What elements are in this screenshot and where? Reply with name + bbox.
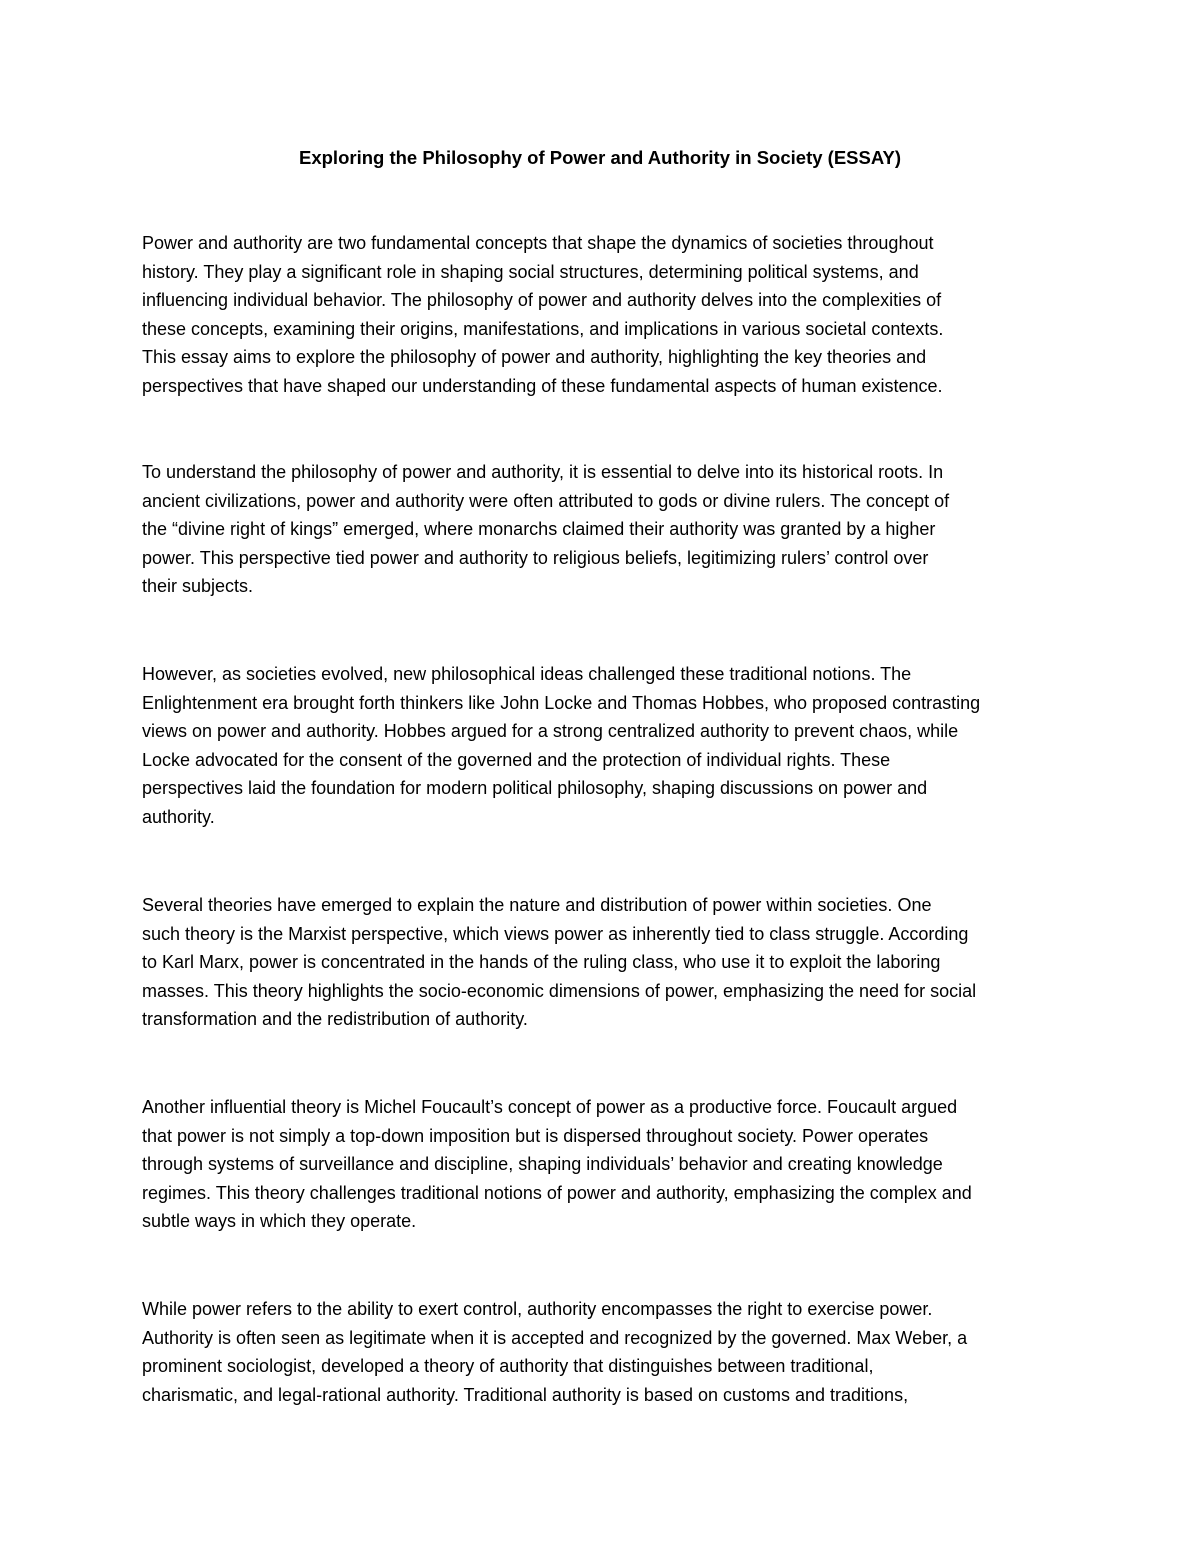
paragraph-line: prominent sociologist, developed a theory of authority that distinguishes between traditional,	[142, 1356, 874, 1377]
paragraph-line: through systems of surveillance and discipline, shaping individuals’ behavior and creating knowledge	[142, 1154, 943, 1175]
paragraph-line: transformation and the redistribution of authority.	[142, 1009, 528, 1030]
paragraph-line: masses. This theory highlights the socio-economic dimensions of power, emphasizing the need for social	[142, 980, 977, 1001]
paragraph-line: to Karl Marx, power is concentrated in the hands of the ruling class, who use it to exploit the laboring	[142, 952, 941, 973]
paragraph-line: To understand the philosophy of power and authority, it is essential to delve into its historical roots. In	[142, 462, 944, 482]
paragraph-line: perspectives laid the foundation for modern political philosophy, shaping discussions on power and	[142, 778, 928, 799]
paragraph-line: views on power and authority. Hobbes argued for a strong centralized authority to prevent chaos, while	[142, 721, 959, 742]
paragraph-line: perspectives that have shaped our understanding of these fundamental aspects of human existence.	[142, 375, 943, 396]
paragraph-line: This essay aims to explore the philosophy of power and authority, highlighting the key theories and	[142, 347, 927, 368]
paragraph-line: While power refers to the ability to exert control, authority encompasses the right to exercise power.	[142, 1299, 933, 1319]
paragraph-line: that power is not simply a top-down imposition but is dispersed throughout society. Power operates	[142, 1125, 929, 1146]
paragraph-line: Power and authority are two fundamental concepts that shape the dynamics of societies throughout	[142, 233, 934, 253]
paragraph-weber-authority	[142, 1295, 1062, 1409]
paragraph-marxist-theory	[142, 891, 1062, 1034]
paragraph-line: Several theories have emerged to explain the nature and distribution of power within societies. One	[142, 895, 932, 915]
paragraph-line: Another influential theory is Michel Foucault’s concept of power as a productive force. Foucault argued	[142, 1097, 958, 1117]
paragraph-line: authority.	[142, 806, 215, 827]
paragraph-line: these concepts, examining their origins, manifestations, and implications in various societal contexts.	[142, 318, 944, 339]
paragraph-line: Locke advocated for the consent of the governed and the protection of individual rights. These	[142, 749, 891, 770]
paragraph-line: Authority is often seen as legitimate when it is accepted and recognized by the governed. Max Weber, a	[142, 1327, 968, 1348]
paragraph-line: history. They play a significant role in shaping social structures, determining political systems, and	[142, 261, 919, 282]
paragraph-line: Enlightenment era brought forth thinkers like John Locke and Thomas Hobbes, who proposed contrasting	[142, 692, 981, 713]
paragraph-line: power. This perspective tied power and authority to religious beliefs, legitimizing rulers’ control over	[142, 547, 929, 568]
paragraph-enlightenment	[142, 660, 1062, 832]
paragraph-line: the “divine right of kings” emerged, where monarchs claimed their authority was granted by a higher	[142, 519, 936, 540]
essay-title: Exploring the Philosophy of Power and Authority in Society (ESSAY)	[299, 147, 901, 168]
paragraph-line: ancient civilizations, power and authority were often attributed to gods or divine rulers. The concept of	[142, 490, 950, 511]
paragraph-foucault-theory	[142, 1093, 1062, 1236]
paragraph-introduction	[142, 229, 1062, 401]
paragraph-line: influencing individual behavior. The philosophy of power and authority delves into the complexities of	[142, 290, 942, 311]
paragraph-line: such theory is the Marxist perspective, which views power as inherently tied to class struggle. According	[142, 923, 969, 944]
paragraph-line: However, as societies evolved, new philosophical ideas challenged these traditional notions. The	[142, 664, 912, 684]
paragraph-line: their subjects.	[142, 576, 254, 597]
paragraph-line: subtle ways in which they operate.	[142, 1211, 417, 1232]
paragraph-historical-roots	[142, 458, 1062, 601]
paragraph-line: charismatic, and legal-rational authority. Traditional authority is based on customs and traditions,	[142, 1384, 909, 1405]
paragraph-line: regimes. This theory challenges traditional notions of power and authority, emphasizing the complex and	[142, 1182, 972, 1203]
